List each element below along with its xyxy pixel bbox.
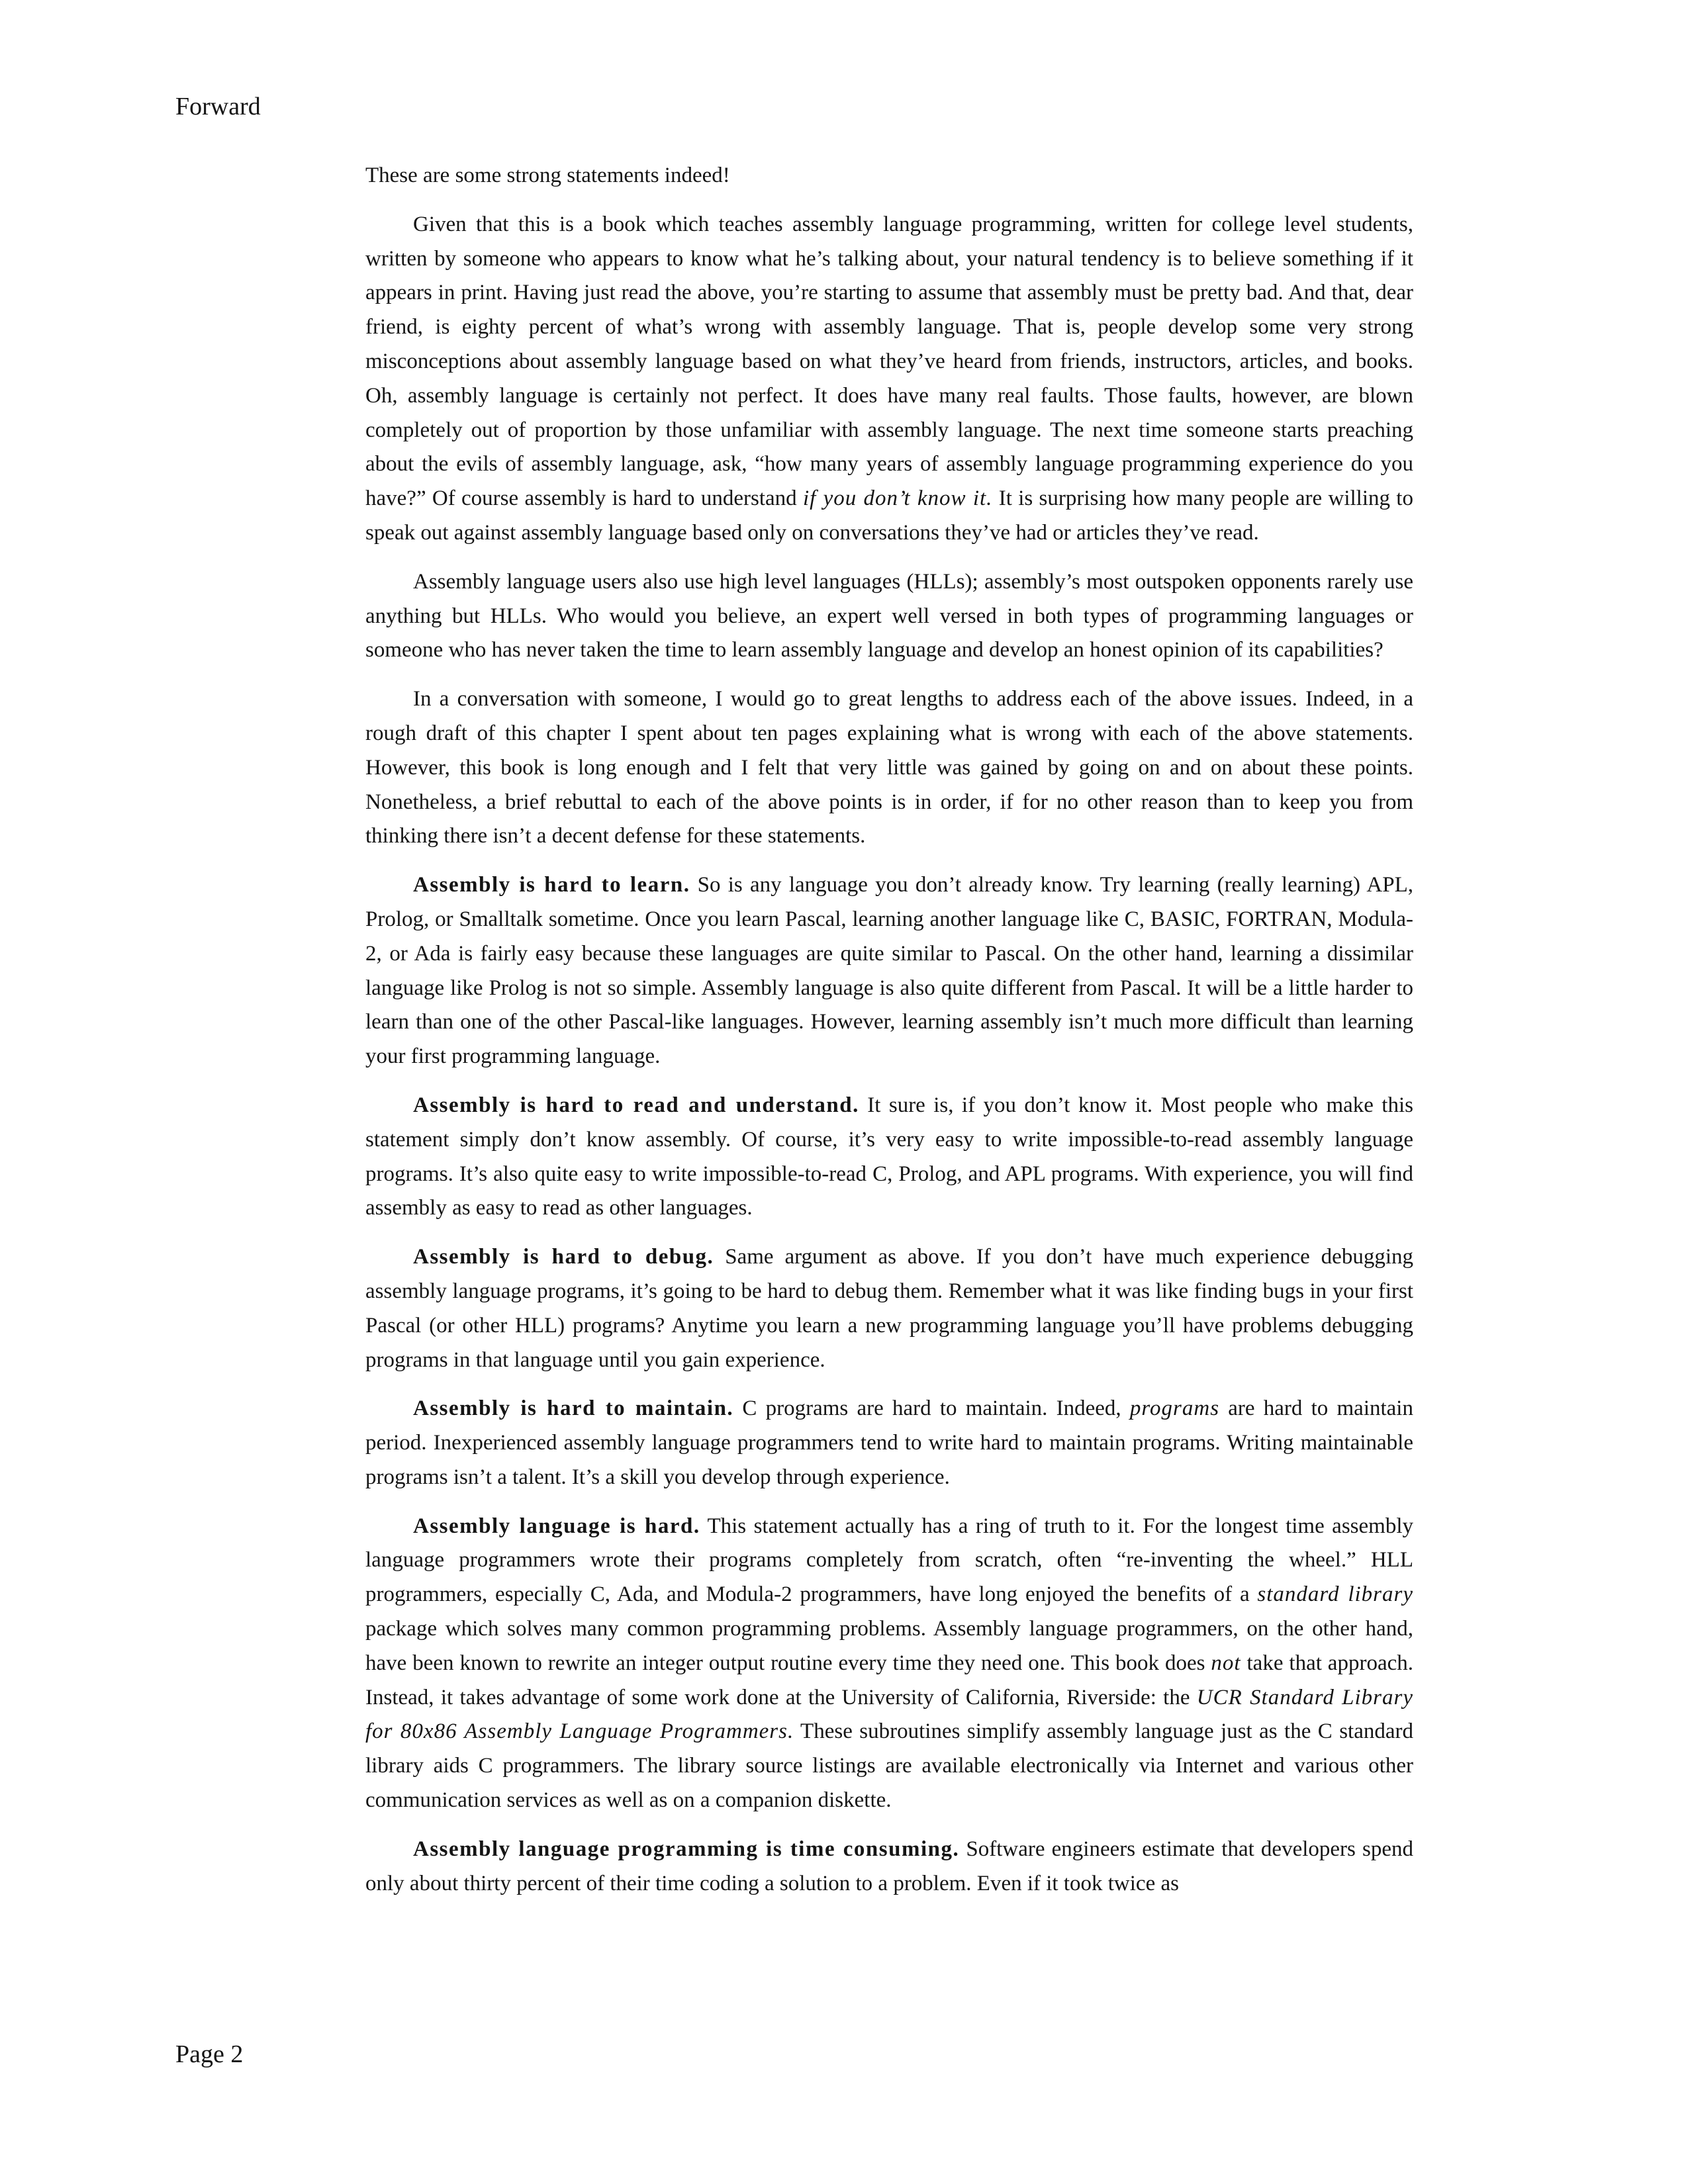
paragraph-time-consuming bbox=[365, 1833, 1413, 1901]
run-in-heading: Assembly is hard to read and understand. bbox=[413, 1093, 859, 1117]
paragraph-3 bbox=[365, 565, 1413, 668]
page-number: Page 2 bbox=[175, 2040, 244, 2068]
paragraph-emphasis: programs bbox=[1129, 1396, 1220, 1421]
run-in-heading: Assembly is hard to maintain. bbox=[413, 1396, 734, 1421]
paragraph-2 bbox=[365, 208, 1413, 551]
paragraph-emphasis-not: not bbox=[1211, 1651, 1241, 1675]
paragraph-text-a: This statement actually has a ring of truth to it. For the longest time assembly language programmers wrote their programs completely from scratch, often “re-inventing the wheel.” HLL programmers, especially C, Ada, and Modula-2 programmers, have long enjoyed the benefits of a bbox=[365, 1514, 1413, 1607]
paragraph-hard-to-learn bbox=[365, 868, 1413, 1074]
paragraph-hard-to-read bbox=[365, 1089, 1413, 1226]
paragraph-text-b: package which solves many common programming problems. Assembly language programmers, on the other hand, have been known to rewrite an integer output routine every time they need one. This book does bbox=[365, 1617, 1413, 1675]
paragraph-text: Software engineers estimate that developers spend only about thirty percent of their time coding a solution to a problem. Even if it took twice as bbox=[365, 1837, 1413, 1895]
paragraph-2-text-a: Given that this is a book which teaches assembly language programming, written for college level students, written by someone who appears to know what he’s talking about, your natural tendency is to believe something if it appears in print. Having just read the above, you’re starting to assume that assembly must be pretty bad. And that, dear friend, is eighty percent of what’s wrong with assembly language. That is, people develop some very strong misconceptions about assembly language based on what they’ve heard from friends, instructors, articles, and books. Oh, assembly language is certainly not perfect. It does have many real faults. Those faults, however, are blown completely out of proportion by those unfamiliar with assembly language. The next time someone starts preaching about the evils of assembly language, ask, “how many years of assembly language programming experience do you have?” Of course assembly is hard to understand bbox=[365, 212, 1413, 511]
paragraph-text-a: C programs are hard to maintain. Indeed, bbox=[733, 1396, 1130, 1421]
paragraph-text: Same argument as above. If you don’t have much experience debugging assembly language programs, it’s going to be hard to debug them. Remember what it was like finding bugs in your first Pascal (or other HLL) programs? Anytime you learn a new programming language you’ll have problems debugging programs in that language until you gain experience. bbox=[365, 1245, 1413, 1372]
paragraph-2-emphasis: if you don’t know it. bbox=[802, 486, 993, 511]
paragraph-hard-to-debug bbox=[365, 1240, 1413, 1377]
run-in-heading: Assembly is hard to debug. bbox=[413, 1245, 714, 1269]
paragraph-text: So is any language you don’t already know. Try learning (really learning) APL, Prolog, or Smalltalk sometime. Once you learn Pascal, learning another language like C, BASIC, FORTRAN, Modula-2, or Ada is fairly easy because these languages are quite similar to Pascal. On the other hand, learning a dissimilar language like Prolog is not so simple. Assembly language is also quite different from Pascal. It will be a little harder to learn than one of the other Pascal-like languages. However, learning assembly isn’t much more difficult than learning your first programming language. bbox=[365, 873, 1413, 1069]
paragraph-3-text: Assembly language users also use high level languages (HLLs); assembly’s most outspoken opponents rarely use anything but HLLs. Who would you believe, an expert well versed in both types of programming languages or someone who has never taken the time to learn assembly language and develop an honest opinion of its capabilities? bbox=[365, 569, 1413, 662]
paragraph-1 bbox=[365, 159, 1413, 193]
running-header: Forward bbox=[175, 93, 261, 120]
paragraph-2-text-b: It is surprising how many people are willing to speak out against assembly language based only on conversations they’ve had or articles they’ve read. bbox=[365, 486, 1413, 545]
paragraph-4-text: In a conversation with someone, I would go to great lengths to address each of the above issues. Indeed, in a rough draft of this chapter I spent about ten pages explaining what is wrong with each of the above statements. However, this book is long enough and I felt that very little was gained by going on and on about these points. Nonetheless, a brief rebuttal to each of the above points is in order, if for no other reason than to keep you from thinking there isn’t a decent defense for these statements. bbox=[365, 687, 1413, 848]
run-in-heading: Assembly is hard to learn. bbox=[413, 873, 690, 897]
paragraph-text-d: These subroutines simplify assembly language just as the C standard library aids C programmers. The library source listings are available electronically via Internet and various other communication services as well as on a companion diskette. bbox=[365, 1719, 1413, 1813]
run-in-heading: Assembly language is hard. bbox=[413, 1514, 700, 1538]
paragraph-emphasis-ucr-library: UCR Standard Library for 80x86 Assembly Language Programmers. bbox=[365, 1685, 1413, 1744]
paragraph-hard-to-maintain bbox=[365, 1392, 1413, 1494]
paragraph-text: It sure is, if you don’t know it. Most people who make this statement simply don’t know assembly. Of course, it’s very easy to write impossible-to-read assembly language programs. It’s also quite easy to write impossible-to-read C, Prolog, and APL programs. With experience, you will find assembly as easy to read as other languages. bbox=[365, 1093, 1413, 1220]
paragraph-text-b: are hard to maintain period. Inexperienced assembly language programmers tend to write hard to maintain programs. Writing maintainable programs isn’t a talent. It’s a skill you develop through experience. bbox=[365, 1396, 1413, 1489]
body-text bbox=[365, 159, 1413, 1915]
paragraph-emphasis-standard-library: standard library bbox=[1257, 1582, 1414, 1607]
run-in-heading: Assembly language programming is time consuming. bbox=[413, 1837, 960, 1861]
paragraph-language-is-hard bbox=[365, 1510, 1413, 1818]
paragraph-text-c: take that approach. Instead, it takes advantage of some work done at the University of California, Riverside: the bbox=[365, 1651, 1413, 1709]
paragraph-1-text: These are some strong statements indeed! bbox=[365, 163, 730, 187]
paragraph-4 bbox=[365, 682, 1413, 854]
